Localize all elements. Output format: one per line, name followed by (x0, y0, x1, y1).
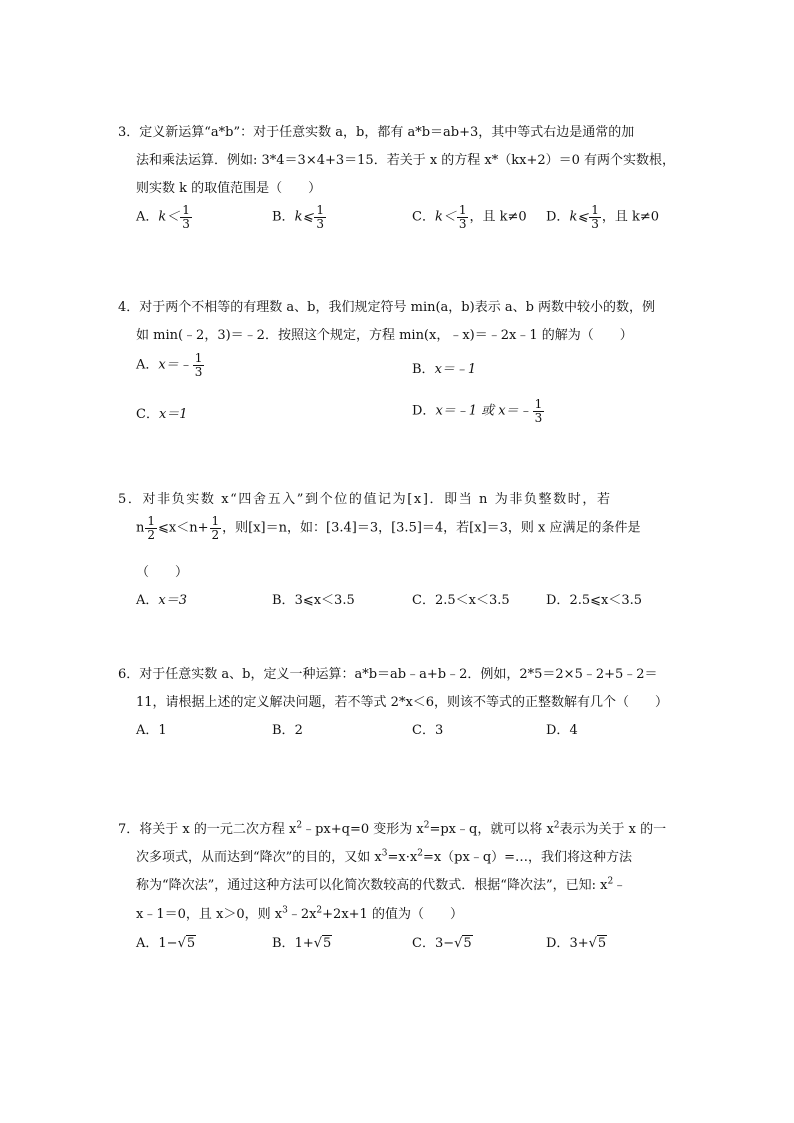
q5-line-1 (118, 488, 612, 507)
superscript: 2 (296, 820, 303, 831)
option-text: k＜ (158, 209, 180, 225)
fraction (533, 398, 545, 424)
q6-number: 6． (118, 667, 140, 682)
fraction-denominator: 3 (182, 216, 190, 231)
superscript: 2 (417, 848, 423, 859)
q7-text-2a: 次多项式，从而达到“降次”的目的，又如 x (136, 850, 382, 865)
fraction-numerator: 1 (194, 351, 203, 365)
q3-text-1: 定义新运算“a*b”：对于任意实数 a，b，都有 a*b＝ab+3，其中等式右边是通常的加 (139, 125, 635, 140)
option-text-suffix: ，且 k≠0 (469, 209, 527, 225)
fraction (193, 352, 205, 378)
q3-line-2: 法和乘法运算．例如: 3*4＝3×4+3＝15．若关于 x 的方程 x*（kx+2）＝0 有两个实数根， (136, 153, 676, 168)
fraction-numerator: 1 (316, 203, 324, 217)
option-label: A． (136, 357, 159, 373)
square-root: √5 (177, 936, 196, 951)
q6-option-d[interactable] (546, 719, 578, 738)
option-text: 1− (158, 936, 178, 951)
superscript: 3 (381, 848, 388, 859)
q4-option-d[interactable] (412, 398, 545, 424)
option-text: x＝1 (158, 407, 188, 422)
square-root: √5 (588, 936, 607, 951)
fraction-denominator: 2 (147, 527, 156, 542)
option-text: 2.5⩽x＜3.5 (569, 593, 643, 608)
q6-option-b[interactable] (272, 719, 303, 738)
option-label: D． (546, 593, 570, 608)
option-label: C． (412, 209, 435, 225)
option-text: 3 (434, 723, 444, 738)
fraction-denominator: 3 (458, 216, 467, 231)
option-text: 3+ (569, 936, 589, 951)
option-text: 4 (569, 723, 578, 738)
q4-option-a[interactable] (136, 352, 205, 378)
option-label: C． (136, 407, 159, 422)
q3-line-1 (118, 121, 634, 140)
option-text: x＝﹣1 (434, 362, 477, 377)
q7-text-1b: ﹣px+q=0 变形为 x (302, 822, 424, 837)
q7-line-4 (136, 903, 463, 922)
q5-text-2c: ，则[x]＝n，如：[3.4]＝3，[3.5]＝4，若[x]＝3，则 x 应满足的条件是 (222, 520, 641, 536)
q7-text-3b: ﹣ (613, 878, 627, 893)
q4-number: 4． (118, 300, 140, 315)
radicand: 5 (186, 936, 196, 951)
option-label: D． (546, 936, 570, 951)
q3-line-3: 则实数 k 的取值范围是（ ） (136, 181, 322, 196)
fraction (180, 204, 192, 230)
option-label: C． (412, 723, 435, 738)
fraction-numerator: 1 (534, 397, 543, 411)
fraction (457, 204, 469, 230)
q3-number: 3． (118, 125, 140, 140)
q5-line-3: （ ） (136, 565, 189, 580)
q4-text-1: 对于两个不相等的有理数 a、b，我们规定符号 min(a，b)表示 a、b 两数中较小的数，例 (139, 300, 656, 315)
radicand: 5 (463, 936, 472, 951)
q7-line-1 (118, 818, 666, 837)
q7-text-1d: 表示为关于 x 的一 (559, 822, 667, 837)
fraction-numerator: 1 (147, 514, 156, 528)
q7-option-c[interactable] (412, 932, 473, 951)
option-text: k＜ (434, 209, 456, 225)
q6-option-c[interactable] (412, 719, 443, 738)
q4-option-b[interactable] (412, 358, 476, 377)
q3-option-b[interactable] (272, 204, 327, 230)
q6-line-2: 11，请根据上述的定义解决问题，若不等式 2*x＜6，则该不等式的正整数解有几个（ ） (136, 695, 669, 710)
fraction-numerator: 1 (211, 514, 220, 528)
superscript: 2 (553, 820, 560, 831)
option-text: k⩽ (569, 209, 589, 225)
q4-option-c[interactable] (136, 403, 188, 422)
option-text: 1+ (294, 936, 314, 951)
option-text: 2 (294, 723, 303, 738)
q5-text-2b: ⩽x＜n+ (158, 520, 209, 536)
option-label: B． (272, 936, 295, 951)
fraction-numerator: 1 (591, 203, 599, 217)
option-label: B． (272, 593, 295, 608)
square-root: √5 (313, 936, 332, 951)
fraction (210, 515, 222, 541)
q7-text-1a: 将关于 x 的一元二次方程 x (139, 822, 297, 837)
square-root: √5 (454, 936, 472, 951)
q3-option-c[interactable] (412, 204, 527, 230)
q6-line-1 (118, 663, 658, 682)
q5-option-a[interactable] (136, 589, 187, 608)
q6-text-1: 对于任意实数 a、b，定义一种运算：a*b＝ab﹣a+b﹣2．例如，2*5＝2×5﹣2+5﹣2＝ (139, 667, 658, 682)
option-text: 1 (158, 723, 167, 738)
q5-text-1: 对非负实数 x“四舍五入”到个位的值记为[x]．即当 n 为非负整数时，若 (142, 492, 612, 507)
option-label: B． (272, 723, 295, 738)
radicand: 5 (597, 936, 607, 951)
option-text: x＝﹣ (158, 357, 192, 373)
q7-number: 7． (118, 822, 140, 837)
fraction-numerator: 1 (458, 203, 467, 217)
option-label: A． (136, 593, 159, 608)
q7-text-4b: ﹣2x (287, 907, 317, 922)
q7-line-3 (136, 874, 626, 893)
superscript: 3 (282, 905, 288, 916)
option-label: C． (412, 936, 435, 951)
fraction-numerator: 1 (182, 203, 190, 217)
q5-option-c[interactable] (412, 589, 510, 608)
q7-line-2 (136, 846, 632, 865)
q4-line-2: 如 min(﹣2，3)＝﹣2．按照这个规定，方程 min(x，﹣x)＝﹣2x﹣1 的解为（ ） (136, 328, 633, 343)
radicand: 5 (323, 936, 332, 951)
option-text: 3⩽x＜3.5 (294, 593, 355, 608)
option-label: D． (546, 723, 570, 738)
q7-option-a[interactable] (136, 932, 196, 951)
q7-text-2c: =x（px﹣q）=…，我们将这种方法 (422, 850, 633, 865)
superscript: 2 (316, 905, 323, 916)
fraction-denominator: 2 (211, 527, 220, 542)
q6-option-a[interactable] (136, 719, 167, 738)
option-text: x＝3 (158, 593, 187, 608)
fraction (145, 515, 157, 541)
q7-text-4a: x﹣1＝0，且 x＞0，则 x (136, 907, 283, 922)
q3-option-a[interactable] (136, 204, 193, 230)
option-text: x＝﹣1 或 x＝﹣ (435, 403, 532, 419)
q7-option-b[interactable] (272, 932, 332, 951)
q5-option-d[interactable] (546, 589, 642, 608)
q7-text-2b: =x·x (387, 850, 418, 865)
option-label: B． (412, 362, 435, 377)
fraction (589, 204, 601, 230)
option-label: D． (546, 209, 570, 225)
option-text: 2.5＜x＜3.5 (434, 593, 510, 608)
fraction-denominator: 3 (194, 364, 203, 379)
option-text: 3− (434, 936, 455, 951)
q5-line-2 (136, 515, 641, 541)
option-text: k⩽ (294, 209, 314, 225)
q5-option-b[interactable] (272, 589, 355, 608)
fraction-denominator: 3 (591, 216, 599, 231)
superscript: 2 (423, 820, 430, 831)
option-label: A． (136, 209, 159, 225)
fraction-denominator: 3 (534, 410, 543, 425)
q7-option-d[interactable] (546, 932, 607, 951)
option-label: D． (412, 403, 436, 419)
superscript: 2 (607, 876, 614, 887)
option-label: A． (136, 723, 159, 738)
option-text-suffix: ，且 k≠0 (601, 209, 660, 225)
option-label: C． (412, 593, 435, 608)
fraction (314, 204, 326, 230)
q7-text-3a: 称为“降次法”，通过这种方法可以化简次数较高的代数式．根据“降次法”，已知: x (136, 878, 608, 893)
fraction-denominator: 3 (316, 216, 324, 231)
q7-text-4c: +2x+1 的值为（ ） (322, 907, 463, 922)
option-label: B． (272, 209, 295, 225)
q5-number: 5． (118, 492, 143, 507)
q7-text-1c: =px﹣q，就可以将 x (429, 822, 554, 837)
option-label: A． (136, 936, 159, 951)
q3-option-d[interactable] (546, 204, 659, 230)
q5-text-2a: n (136, 520, 145, 536)
q4-line-1 (118, 296, 655, 315)
